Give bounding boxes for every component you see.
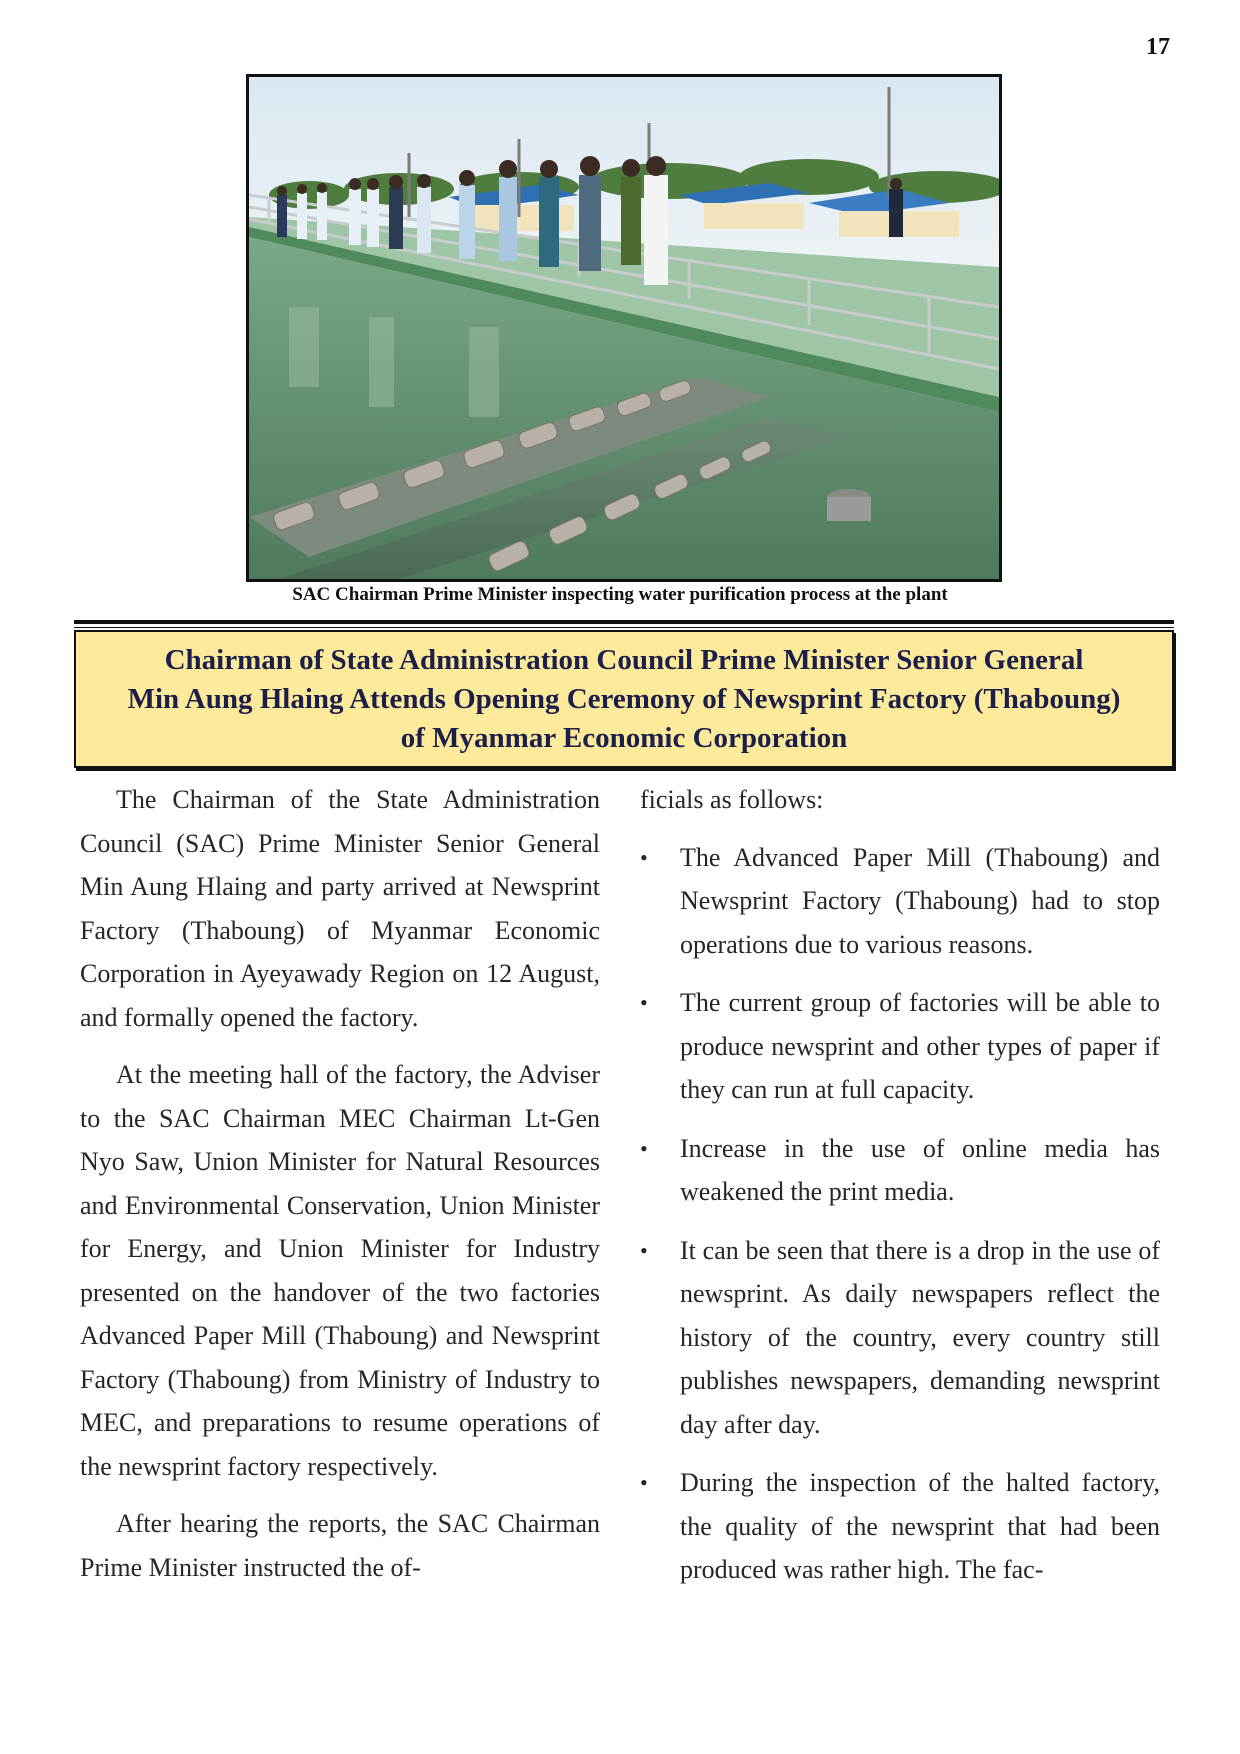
list-item-text: Increase in the use of online media has weakened the print media.	[680, 1133, 1160, 1206]
page-number: 17	[1146, 34, 1170, 60]
right-column	[640, 778, 1160, 1607]
inspection-photo	[246, 74, 1002, 582]
list-item-text: The current group of factories will be able to produce newsprint and other types of paper if they can run at full capacity.	[680, 988, 1160, 1104]
instruction-list	[640, 836, 1160, 1592]
list-item	[640, 981, 1160, 1112]
bullet-icon: •	[640, 1237, 648, 1263]
list-item-text: It can be seen that there is a drop in the use of newsprint. As daily newspapers reflect the history of the country, every country still publishes newspapers, demanding newsprint day after day.	[680, 1235, 1160, 1439]
divider-rule-thin	[74, 627, 1174, 628]
headline-line-3: of Myanmar Economic Corporation	[400, 721, 848, 754]
headline-line-1: Chairman of State Administration Council Prime Minister Senior General	[164, 643, 1084, 676]
photo-caption: SAC Chairman Prime Minister inspecting water purification process at the plant	[292, 584, 948, 605]
headline-line-2: Min Aung Hlaing Attends Opening Ceremony of Newsprint Factory (Thaboung)	[127, 682, 1121, 715]
water-plant-illustration	[249, 77, 999, 579]
headline-box	[74, 630, 1174, 768]
right-column-intro: ficials as follows:	[640, 785, 824, 814]
list-item	[640, 1461, 1160, 1592]
bullet-icon: •	[640, 1470, 648, 1495]
body-paragraph: After hearing the reports, the SAC Chairman Prime Minister instructed the of-	[80, 1509, 600, 1582]
list-item-text: During the inspection of the halted factory, the quality of the newsprint that had been produced was rather high. The fac-	[680, 1468, 1160, 1584]
body-paragraph: At the meeting hall of the factory, the Adviser to the SAC Chairman MEC Chairman Lt-Gen Nyo Saw, Union Minister for Natural Resources and Environmental Conservation, Union Minister for Energy, and Union Minister for Industry presented on the handover of the two factories Advanced Paper Mill (Thaboung) and Newsprint Factory (Thaboung) from Ministry of Industry to MEC, and preparations to resume operations of the newsprint factory respectively.	[80, 1060, 600, 1481]
body-paragraph: The Chairman of the State Administration Council (SAC) Prime Minister Senior General Min Aung Hlaing and party arrived at Newsprint Factory (Thaboung) of Myanmar Economic Corporation in Ayeyawady Region on 12 August, and formally opened the factory.	[80, 785, 600, 1032]
bullet-icon: •	[640, 990, 648, 1015]
list-item	[640, 1229, 1160, 1447]
list-item	[640, 836, 1160, 967]
divider-rule	[74, 620, 1174, 624]
bullet-icon: •	[640, 1135, 648, 1161]
list-item-text: The Advanced Paper Mill (Thaboung) and Newsprint Factory (Thaboung) had to stop operations due to various reasons.	[680, 842, 1160, 959]
bullet-icon: •	[640, 844, 648, 870]
left-column	[80, 778, 600, 1603]
list-item	[640, 1127, 1160, 1214]
